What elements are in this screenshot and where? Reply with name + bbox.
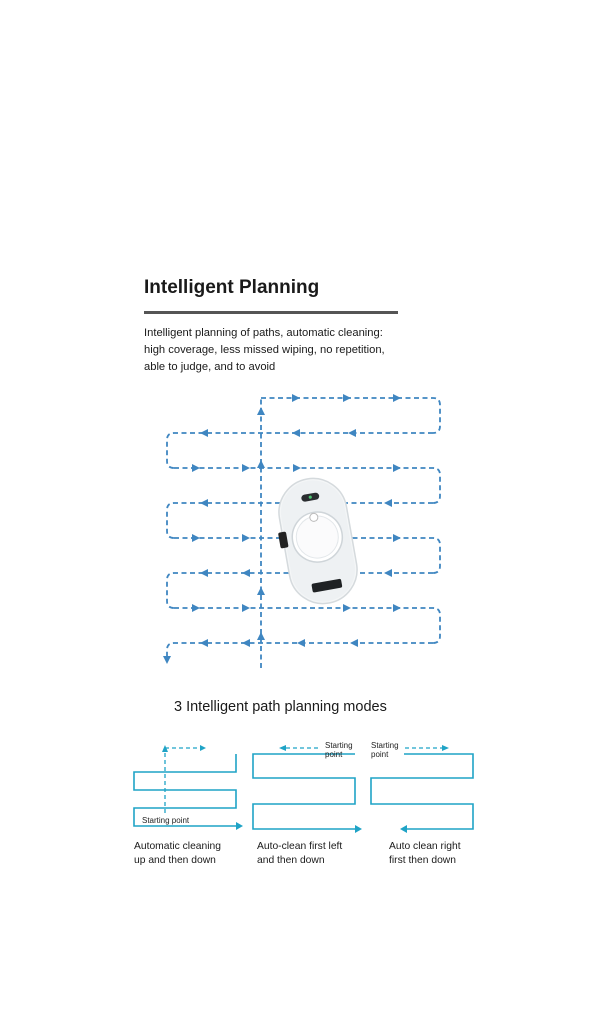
mode-3-path — [371, 754, 473, 829]
mode-2-diagram — [253, 741, 362, 833]
mode-3-label-line: Auto clean right — [389, 841, 461, 852]
arrow-down-end — [163, 656, 171, 664]
mode-1-diagram — [134, 745, 243, 830]
page-title: Intelligent Planning — [144, 277, 320, 298]
mode-2-label — [257, 840, 342, 868]
mode-1-label — [134, 840, 221, 868]
mode-2-label-line: and then down — [257, 855, 325, 866]
description-line: Intelligent planning of paths, automatic cleaning: — [144, 327, 383, 339]
modes-diagrams — [0, 735, 610, 835]
description-line: high coverage, less missed wiping, no repetition, — [144, 344, 385, 356]
mode-3-start-label-line: point — [371, 750, 389, 759]
path-planning-diagram — [0, 380, 610, 680]
modes-title: 3 Intelligent path planning modes — [174, 699, 387, 715]
mode-1-end-arrow — [236, 822, 243, 830]
mode-1-label-line: up and then down — [134, 855, 216, 866]
mode-3-label — [389, 840, 461, 868]
mode-2-path — [253, 754, 355, 829]
mode-3-right-arrow — [442, 745, 449, 751]
description — [144, 325, 414, 376]
mode-2-start-label-line: Starting — [325, 741, 353, 750]
mode-2-start-label-line: point — [325, 750, 343, 759]
description-line: able to judge, and to avoid — [144, 361, 276, 373]
mode-1-label-line: Automatic cleaning — [134, 841, 222, 852]
mode-2-label-line: Auto-clean first left — [257, 841, 343, 852]
mode-3-start-label-line: Starting — [371, 741, 399, 750]
title-underline — [144, 311, 398, 314]
mode-2-left-arrow — [279, 745, 286, 751]
mode-3-end-arrow — [400, 825, 407, 833]
mode-3-diagram — [371, 741, 473, 833]
mode-2-end-arrow — [355, 825, 362, 833]
mode-3-label-line: first then down — [389, 855, 456, 866]
mode-1-start-label: Starting point — [142, 816, 190, 825]
window-cleaning-robot-icon — [270, 473, 363, 610]
